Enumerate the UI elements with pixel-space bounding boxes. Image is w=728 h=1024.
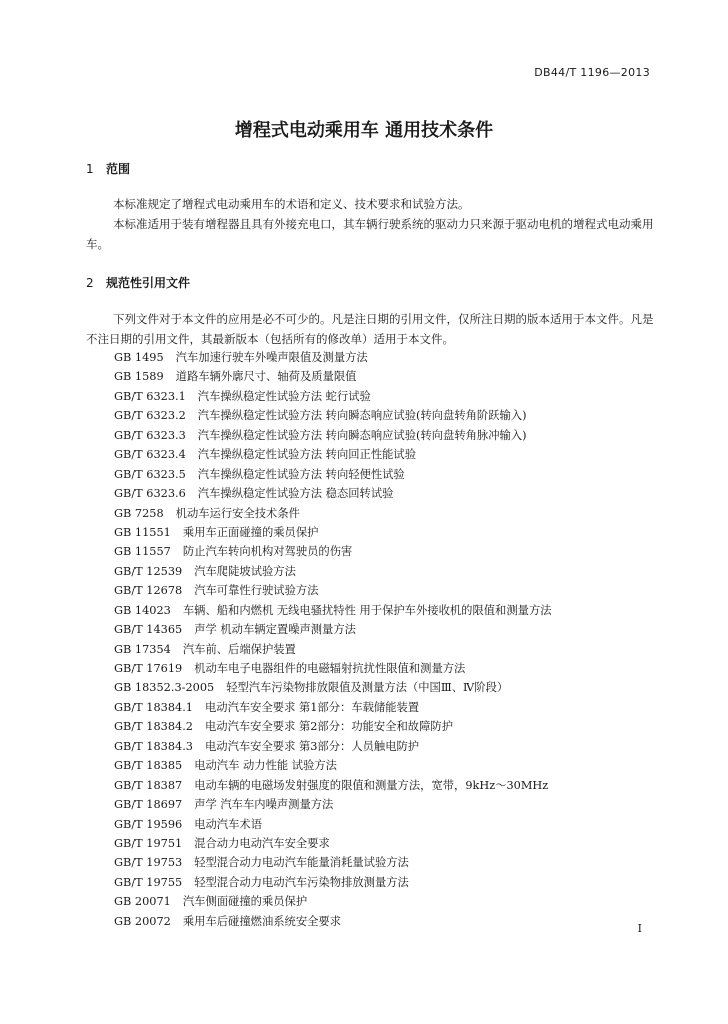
reference-title: 电动汽车安全要求 第3部分：人员触电防护 [204,739,420,753]
reference-item [114,406,552,425]
reference-code: GB 14023 [114,603,171,617]
section-title: 规范性引用文件 [106,276,191,290]
reference-item [114,659,552,678]
reference-code: GB/T 19753 [114,856,183,870]
reference-code: GB/T 12539 [114,564,183,578]
reference-item [114,853,552,872]
section-1-paragraph-1: 本标准规定了增程式电动乘用车的术语和定义、技术要求和试验方法。 [113,197,470,211]
reference-item [114,698,552,717]
reference-code: GB/T 14365 [114,623,183,637]
reference-code: GB 7258 [114,506,164,520]
reference-code: GB/T 12678 [114,584,183,598]
reference-title: 电动汽车 动力性能 试验方法 [194,759,337,773]
reference-item [114,562,552,581]
reference-code: GB 20072 [114,914,171,928]
section-title: 范围 [106,162,131,176]
reference-item [114,387,552,406]
reference-title: 机动车运行安全技术条件 [175,506,300,520]
reference-code: GB/T 6323.2 [114,409,186,423]
reference-item [114,737,552,756]
document-title: 增程式电动乘用车 通用技术条件 [234,120,494,141]
reference-item [114,601,552,620]
normative-references-list [114,348,552,931]
section-1-heading [86,160,130,177]
section-number: 1 [86,162,94,176]
reference-item [114,756,552,775]
reference-item [114,523,552,542]
reference-title: 电动汽车术语 [194,817,262,831]
reference-code: GB/T 19755 [114,875,183,889]
reference-title: 轻型混合动力电动汽车污染物排放测量方法 [194,875,409,889]
reference-item [114,912,552,931]
section-1-paragraph-2: 本标准适用于装有增程器且具有外接充电口，其车辆行驶系统的驱动力只来源于驱动电机的增程式电动乘用车。 [86,217,654,251]
reference-title: 电动车辆的电磁场发射强度的限值和测量方法，宽带，9kHz～30MHz [194,778,549,792]
section-2-paragraph-1: 下列文件对于本文件的应用是必不可少的。凡是注日期的引用文件，仅所注日期的版本适用于本文件。凡是不注日期的引用文件，其最新版本（包括所有的修改单）适用于本文件。 [86,312,654,346]
reference-code: GB 17354 [114,642,171,656]
reference-item [114,717,552,736]
reference-code: GB 11557 [114,545,171,559]
reference-code: GB/T 19596 [114,817,183,831]
reference-item [114,484,552,503]
reference-code: GB/T 6323.3 [114,428,186,442]
reference-item [114,426,552,445]
section-number: 2 [86,276,94,290]
reference-title: 汽车加速行驶车外噪声限值及测量方法 [175,351,368,364]
reference-item [114,795,552,814]
reference-title: 汽车操纵稳定性试验方法 转向轻便性试验 [197,467,405,481]
reference-code: GB/T 18384.2 [114,720,193,734]
reference-item [114,445,552,464]
reference-title: 汽车可靠性行驶试验方法 [194,584,319,598]
reference-code: GB 1589 [114,370,164,384]
reference-code: GB/T 18697 [114,798,183,812]
reference-title: 汽车操纵稳定性试验方法 蛇行试验 [197,389,371,403]
reference-title: 轻型汽车污染物排放限值及测量方法（中国Ⅲ、Ⅳ阶段） [226,681,509,695]
page-number: I [637,922,642,935]
standard-code: DB44/T 1196—2013 [534,66,650,79]
reference-title: 轻型混合动力电动汽车能量消耗量试验方法 [194,856,409,870]
reference-title: 混合动力电动汽车安全要求 [194,836,330,850]
reference-item [114,776,552,795]
reference-item [114,504,552,523]
reference-code: GB 11551 [114,525,171,539]
reference-title: 电动汽车安全要求 第1部分：车载储能装置 [204,700,420,714]
reference-code: GB/T 6323.6 [114,487,186,501]
reference-item [114,678,552,697]
reference-title: 机动车电子电器组件的电磁辐射抗扰性限值和测量方法 [194,662,466,675]
reference-item [114,815,552,834]
reference-code: GB/T 18385 [114,759,183,773]
reference-title: 声学 机动车辆定置噪声测量方法 [194,623,356,637]
reference-item [114,892,552,911]
reference-item [114,834,552,853]
reference-code: GB/T 6323.5 [114,467,186,481]
reference-title: 汽车操纵稳定性试验方法 转向瞬态响应试验(转向盘转角阶跃输入) [197,409,527,423]
reference-title: 道路车辆外廓尺寸、轴荷及质量限值 [175,370,357,384]
reference-item [114,348,552,367]
reference-title: 汽车操纵稳定性试验方法 稳态回转试验 [197,487,394,501]
reference-item [114,640,552,659]
section-2-heading [86,274,190,291]
reference-title: 汽车侧面碰撞的乘员保护 [182,895,308,909]
reference-code: GB/T 18384.3 [114,739,193,753]
reference-item [114,581,552,600]
reference-title: 乘用车正面碰撞的乘员保护 [182,525,319,539]
reference-title: 车辆、船和内燃机 无线电骚扰特性 用于保护车外接收机的限值和测量方法 [182,603,552,617]
reference-code: GB 18352.3-2005 [114,681,215,695]
reference-code: GB/T 19751 [114,836,183,850]
reference-item [114,873,552,892]
reference-code: GB/T 17619 [114,662,183,675]
reference-item [114,367,552,386]
reference-code: GB/T 6323.1 [114,389,186,403]
reference-title: 声学 汽车车内噪声测量方法 [194,798,334,812]
reference-title: 防止汽车转向机构对驾驶员的伤害 [182,545,353,559]
reference-code: GB 1495 [114,351,164,364]
reference-code: GB/T 18387 [114,778,183,792]
reference-code: GB 20071 [114,895,171,909]
reference-title: 乘用车后碰撞燃油系统安全要求 [182,914,342,928]
reference-code: GB/T 6323.4 [114,448,186,462]
reference-title: 汽车爬陡坡试验方法 [194,564,296,578]
reference-item [114,542,552,561]
reference-item [114,465,552,484]
reference-title: 汽车操纵稳定性试验方法 转向回正性能试验 [197,448,417,462]
reference-title: 汽车前、后端保护装置 [182,642,296,656]
reference-item [114,620,552,639]
reference-title: 汽车操纵稳定性试验方法 转向瞬态响应试验(转向盘转角脉冲输入) [197,428,527,442]
reference-title: 电动汽车安全要求 第2部分：功能安全和故障防护 [204,720,453,734]
reference-code: GB/T 18384.1 [114,700,193,714]
